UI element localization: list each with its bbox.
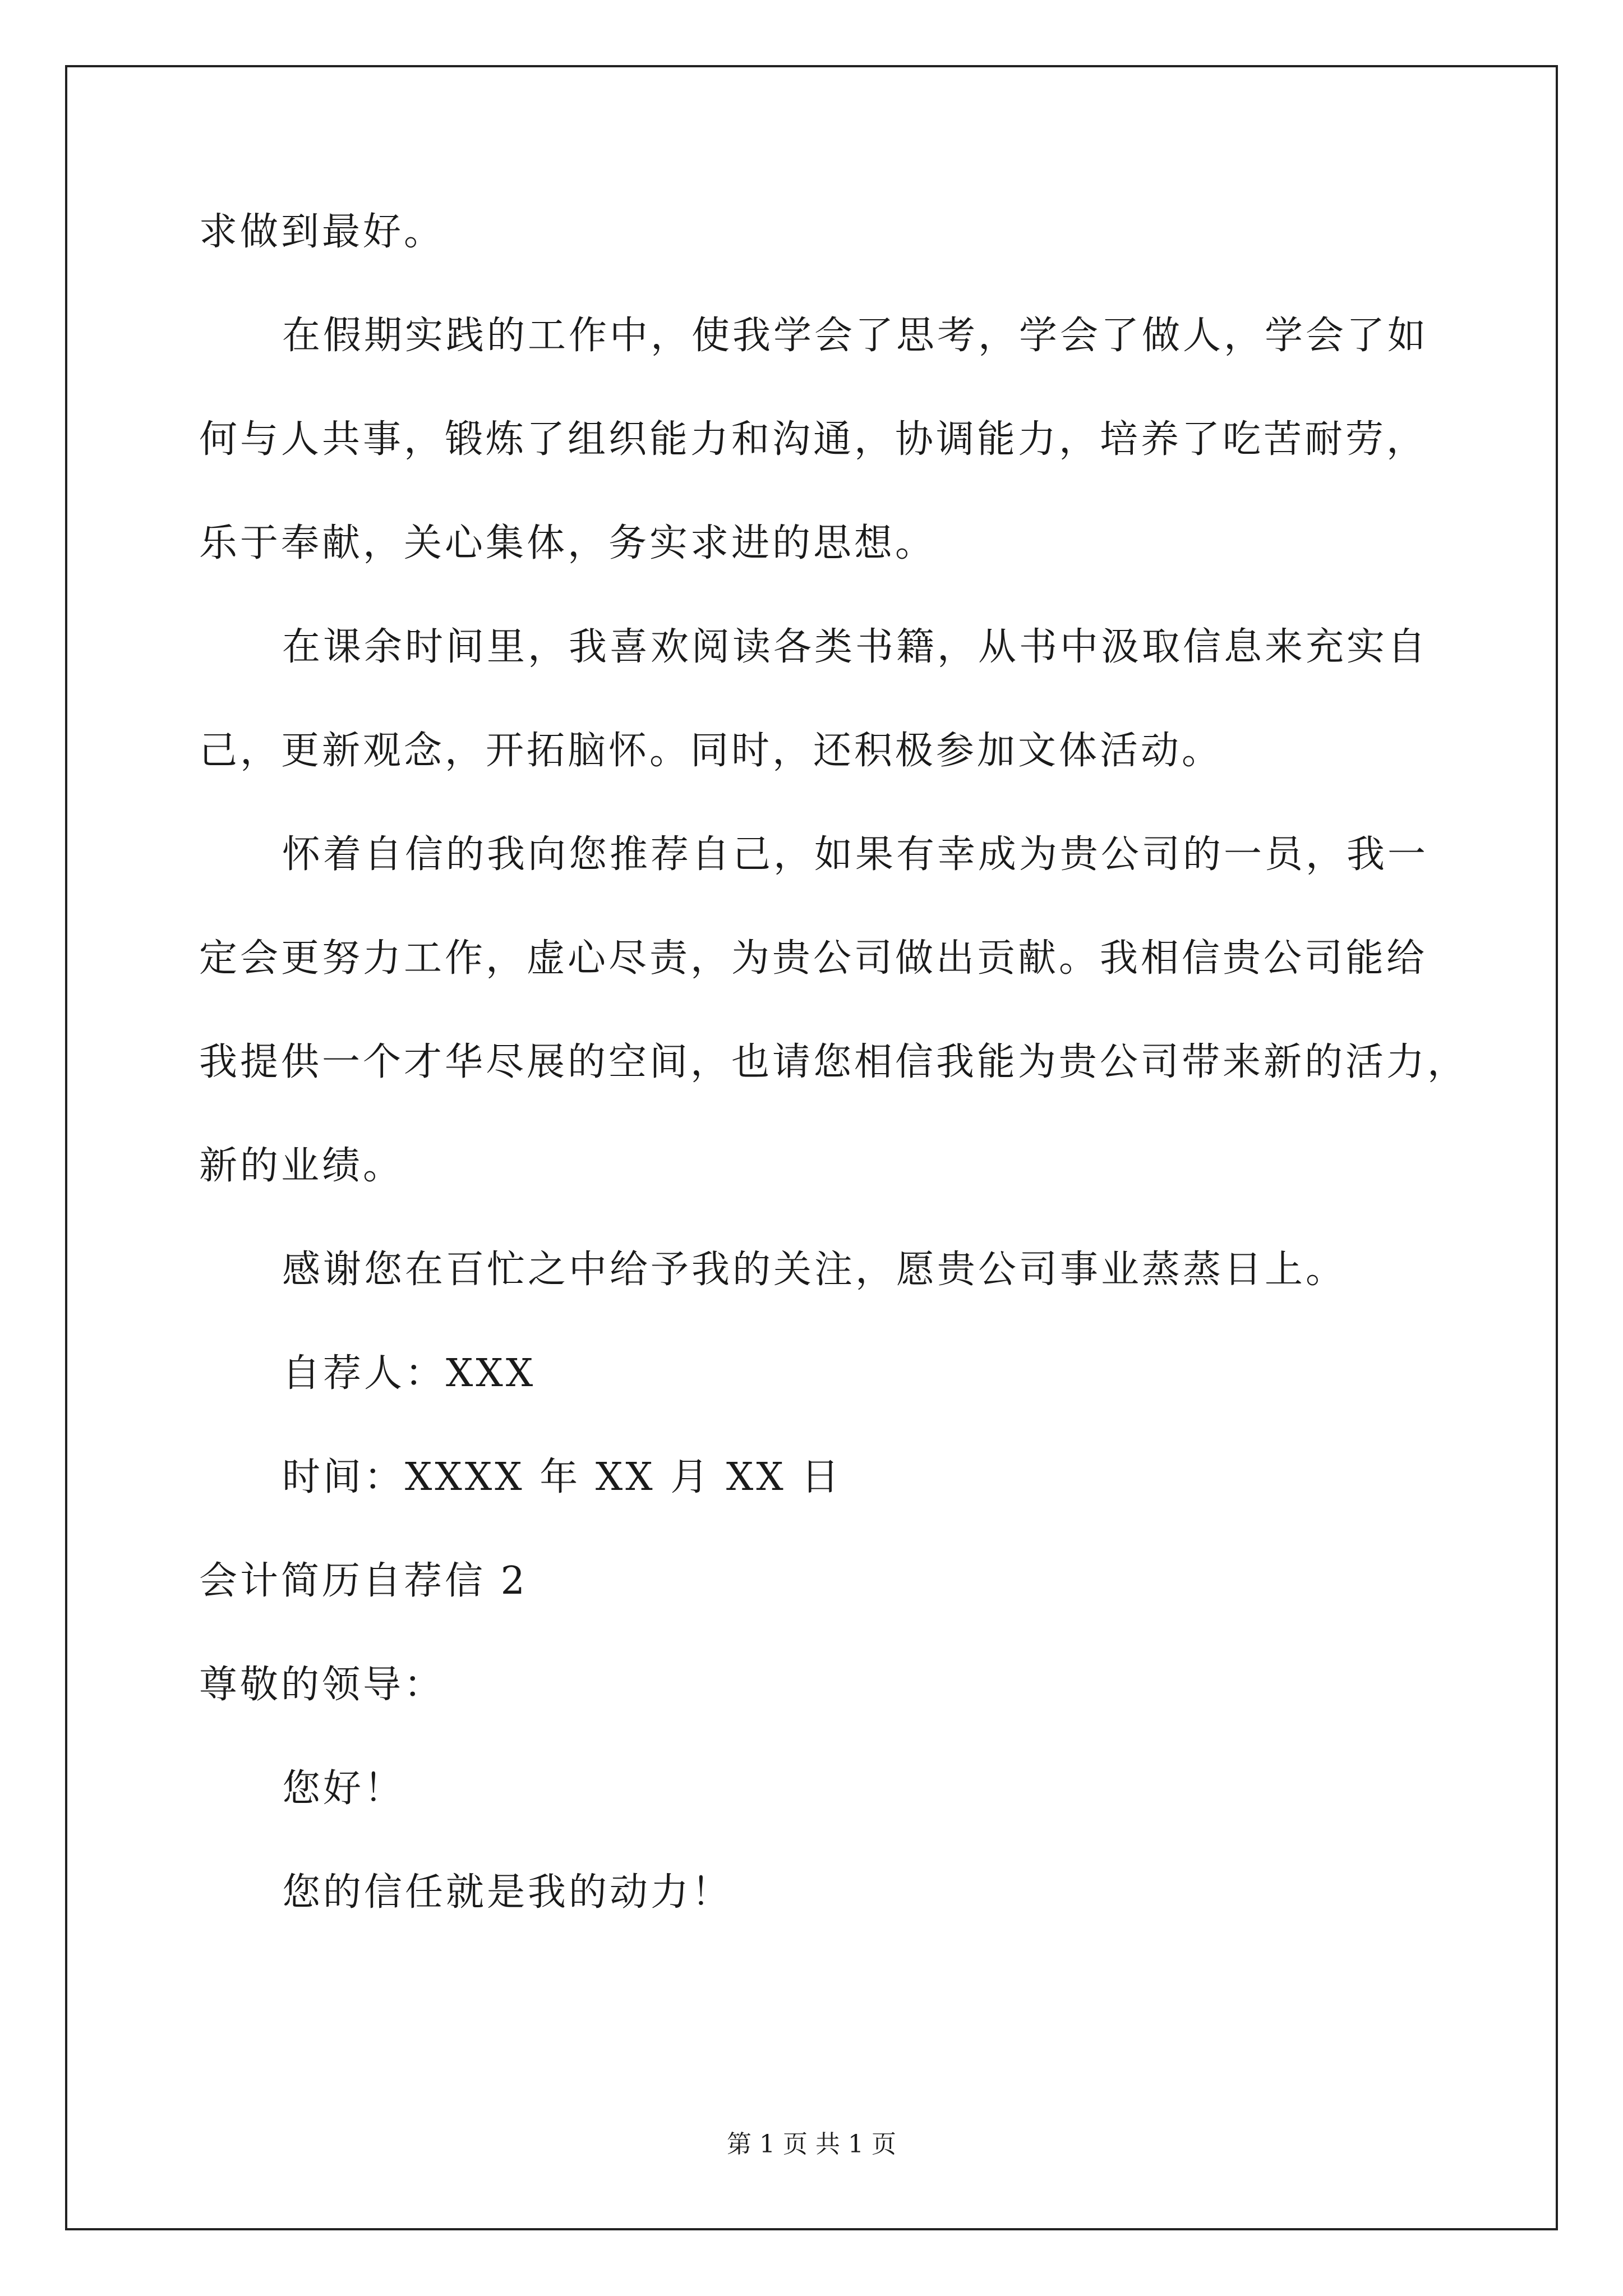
section-title: 会计简历自荐信 2 bbox=[199, 1559, 528, 1603]
text-line: 在课余时间里，我喜欢阅读各类书籍，从书中汲取信息来充实自 bbox=[282, 625, 1429, 669]
text-line: 定会更努力工作，虚心尽责，为贵公司做出贡献。我相信贵公司能给 bbox=[199, 936, 1428, 981]
text-line: 己，更新观念，开拓脑怀。同时，还积极参加文体活动。 bbox=[199, 729, 1223, 773]
signature-line: 自荐人：XXX bbox=[282, 1351, 536, 1396]
page-footer: 第 1 页 共 1 页 bbox=[727, 2130, 896, 2159]
text-line: 新的业绩。 bbox=[199, 1144, 404, 1188]
text-line: 怀着自信的我向您推荐自己，如果有幸成为贵公司的一员，我一 bbox=[282, 832, 1429, 877]
text-line: 感谢您在百忙之中给予我的关注，愿贵公司事业蒸蒸日上。 bbox=[282, 1248, 1347, 1292]
salutation: 尊敬的领导： bbox=[199, 1663, 445, 1707]
date-line: 时间：XXXX 年 XX 月 XX 日 bbox=[282, 1455, 842, 1499]
text-line: 我提供一个才华尽展的空间，也请您相信我能为贵公司带来新的活力， bbox=[199, 1040, 1469, 1084]
text-line: 您的信任就是我的动力！ bbox=[282, 1870, 733, 1915]
text-line: 在假期实践的工作中，使我学会了思考，学会了做人，学会了如 bbox=[282, 314, 1429, 358]
text-line: 乐于奉献，关心集体，务实求进的思想。 bbox=[199, 521, 937, 565]
text-line: 何与人共事，锻炼了组织能力和沟通，协调能力，培养了吃苦耐劳， bbox=[199, 417, 1428, 462]
text-line: 求做到最好。 bbox=[199, 210, 445, 254]
greeting: 您好！ bbox=[282, 1766, 405, 1811]
